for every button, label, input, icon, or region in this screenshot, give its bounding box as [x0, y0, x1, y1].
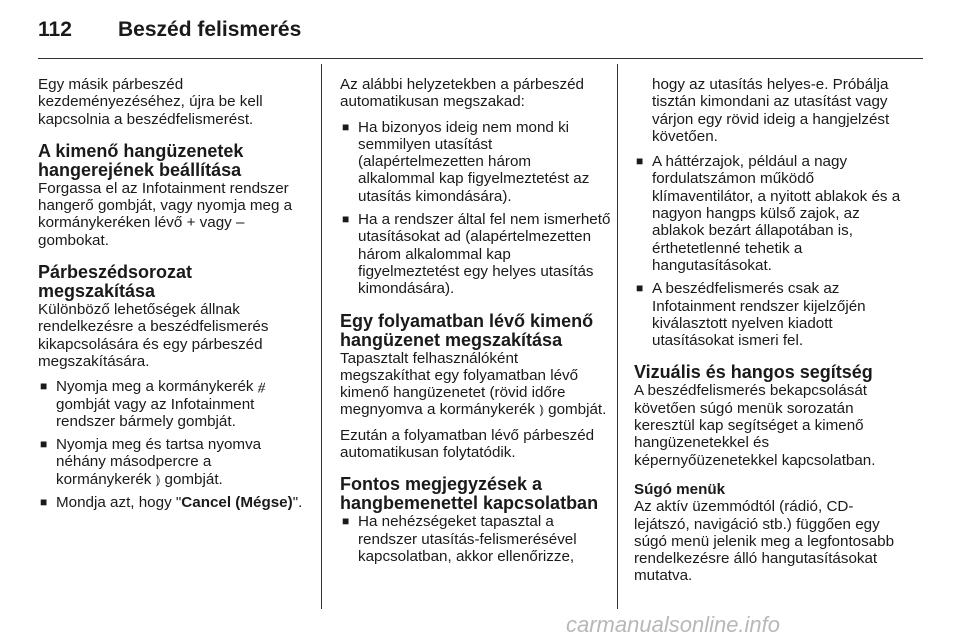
- list-item: ■ Nyomja meg és tartsa nyomva néhány másodpercre a kormánykerék ⦆ gombját.: [40, 436, 262, 488]
- list-item: ■ A beszédfelismerés csak az Infotainment rendszer kijelzőjén kiválasztott nyelven kiadott utasításokat ismeri fel.: [636, 280, 866, 350]
- paragraph: Forgassa el az Infotainment rendszer hangerő gombját, vagy nyomja meg a kormánykeréken lévő + vagy – gombokat.: [38, 179, 293, 249]
- bullet-list: [38, 378, 310, 511]
- page-title: Beszéd felismerés: [118, 18, 302, 41]
- section-heading: Vizuális és hangos segítség: [634, 362, 873, 383]
- bullet-list: [340, 513, 612, 565]
- page-header: [38, 12, 923, 50]
- voice-button-icon: ⦆: [155, 470, 161, 487]
- bullet-icon: ■: [636, 154, 644, 169]
- list-item: ■ Mondja azt, hogy "Cancel (Mégse)".: [40, 494, 303, 512]
- bullet-list: [634, 153, 906, 349]
- bullet-icon: ■: [636, 281, 644, 296]
- column-3: [634, 76, 906, 593]
- paragraph: A beszédfelismerés bekapcsolását követően súgó menük sorozatán keresztül kap segítséget a kimenő hangüzenetekkel és képernyőüzenetekkel kapcsolatban.: [634, 382, 876, 469]
- list-item: ■ Ha a rendszer által fel nem ismerhető utasításokat ad (alapértelmezetten három alkalommal kap figyelmeztetést egy helyes utasítás kimondására).: [342, 211, 611, 298]
- page-number: 112: [38, 18, 72, 41]
- paragraph: hogy az utasítás helyes-e. Próbálja tisztán kimondani az utasítást vagy várjon egy rövid ideig a hangjelzést követően.: [652, 76, 890, 145]
- paragraph: Az alábbi helyzetekben a párbeszéd automatikusan megszakad:: [340, 76, 585, 111]
- bullet-icon: ■: [342, 119, 350, 134]
- voice-button-icon: ⦆: [539, 401, 544, 418]
- column-divider: [617, 64, 618, 609]
- paragraph: Ezután a folyamatban lévő párbeszéd automatikusan folytatódik.: [340, 426, 595, 462]
- voice-button-icon: ⧣: [257, 378, 266, 395]
- bullet-list: [340, 119, 612, 298]
- list-item: ■ A háttérzajok, például a nagy fordulatszámon működő klímaventilátor, a nyitott ablakok és a nagyon hangps külső zajok, az ablakok bezárt állapotában is, érthetetlenné tehetik a hangutasításokat.: [636, 153, 901, 274]
- column-2: [340, 76, 612, 571]
- bullet-icon: ■: [40, 495, 48, 510]
- watermark: carmanualsonline.info: [566, 612, 781, 637]
- bullet-icon: ■: [342, 514, 350, 529]
- command-text: Cancel (Mégse): [181, 494, 293, 512]
- paragraph: Az aktív üzemmódtól (rádió, CD-lejátszó, navigáció stb.) függően egy súgó menü jelenik meg a legfontosabb rendelkezésre álló hangutasításokat mutatva.: [634, 498, 895, 585]
- section-heading: Egy folyamatban lévő kimenő hangüzenet megszakítása: [340, 310, 594, 350]
- header-rule: [38, 58, 923, 59]
- paragraph: Egy másik párbeszéd kezdeményezéséhez, újra be kell kapcsolnia a beszédfelismerést.: [38, 76, 263, 128]
- bullet-icon: ■: [40, 379, 48, 394]
- section-heading: Fontos megjegyzések a hangbemenettel kapcsolatban: [340, 474, 599, 514]
- paragraph: Tapasztalt felhasználóként megszakíthat egy folyamatban lévő kimenő hangüzenetet (rövid időre megnyomva a kormánykerék ⦆ gombját.: [340, 349, 607, 419]
- list-item: ■ Ha bizonyos ideig nem mond ki semmilyen utasítást (alapértelmezetten három alkalommal kap figyelmeztetést az utasítás kimondására).: [342, 118, 590, 205]
- subsection-heading: Súgó menük: [634, 480, 726, 498]
- column-1: [38, 76, 310, 517]
- list-item: ■ Nyomja meg a kormánykerék ⧣ gombját vagy az Infotainment rendszer bármely gombját.: [40, 378, 266, 430]
- bullet-icon: ■: [40, 437, 48, 452]
- section-heading: Párbeszédsorozat megszakítása: [38, 262, 193, 302]
- bullet-icon: ■: [342, 212, 350, 227]
- paragraph: Különböző lehetőségek állnak rendelkezésre a beszédfelismerés kikapcsolására és egy párbeszéd megszakítására.: [38, 301, 269, 370]
- list-item: ■ Ha nehézségeket tapasztal a rendszer utasítás-felismerésével kapcsolatban, akkor ellenőrizze,: [342, 513, 577, 565]
- column-divider: [321, 64, 322, 609]
- section-heading: A kimenő hangüzenetek hangerejének beállítása: [38, 140, 244, 180]
